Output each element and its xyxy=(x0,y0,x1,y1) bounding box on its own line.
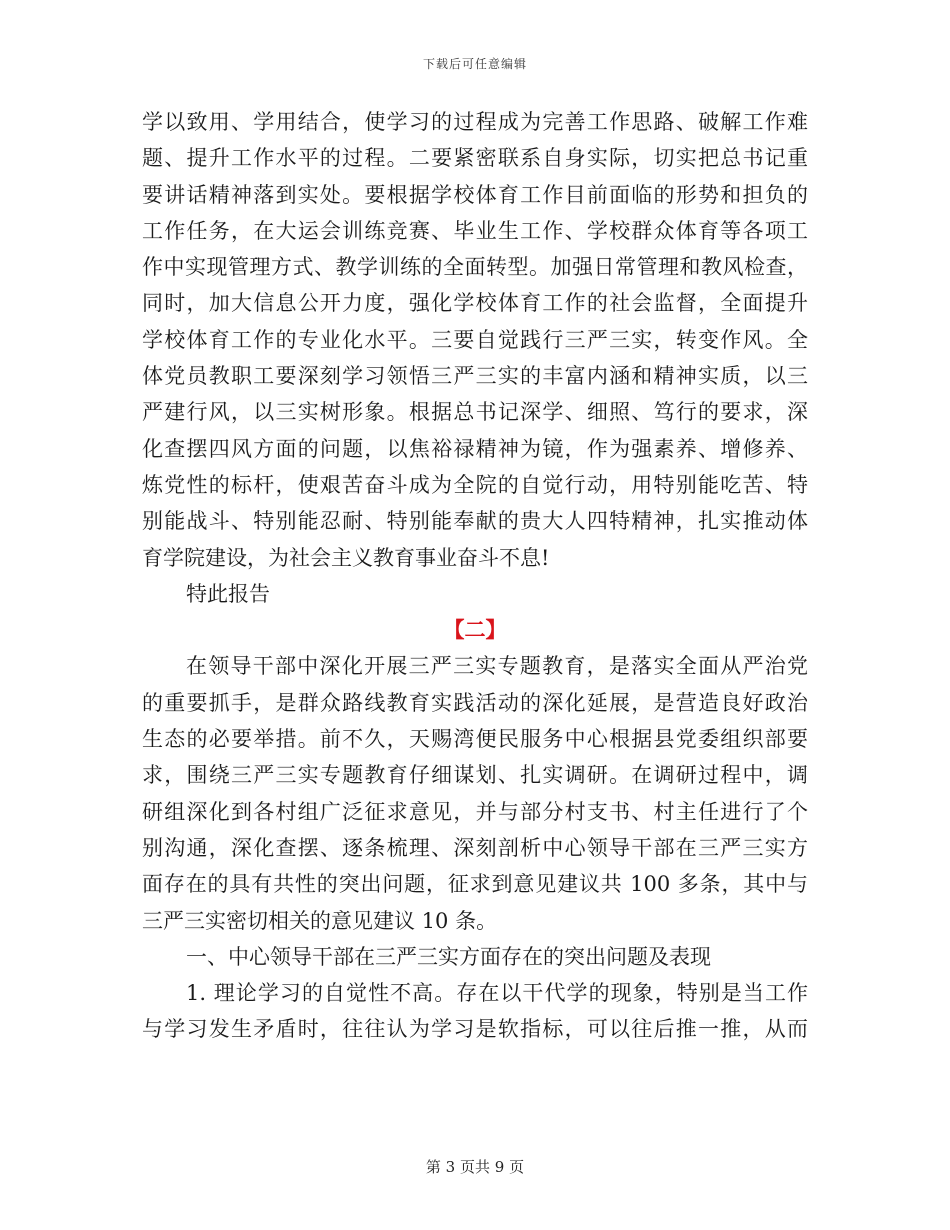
paragraph-first-line: 在领导干部中深化开展三严三实专题教育，是落实全面从严治党 xyxy=(186,654,808,679)
paragraph-line: 要讲话精神落到实处。要根据学校体育工作目前面临的形势和担负的 xyxy=(142,182,808,207)
paragraph-line: 作中实现管理方式、教学训练的全面转型。加强日常管理和教风检查， xyxy=(142,255,808,280)
paragraph-line: 面存在的具有共性的突出问题，征求到意见建议共 100 多条，其中与 xyxy=(142,872,808,897)
paragraph-line: 学校体育工作的专业化水平。三要自觉践行三严三实，转变作风。全 xyxy=(142,327,808,352)
paragraph-line: 别能战斗、特别能忍耐、特别能奉献的贵大人四特精神，扎实推动体 xyxy=(142,509,808,534)
closing-remark: 特此报告 xyxy=(186,581,270,606)
paragraph-line: 题、提升工作水平的过程。二要紧密联系自身实际，切实把总书记重 xyxy=(142,146,808,171)
subheading: 一、中心领导干部在三严三实方面存在的突出问题及表现 xyxy=(186,944,711,969)
paragraph-line: 体党员教职工要深刻学习领悟三严三实的丰富内涵和精神实质，以三 xyxy=(142,364,808,389)
paragraph-line: 研组深化到各村组广泛征求意见，并与部分村支书、村主任进行了个 xyxy=(142,799,808,824)
paragraph-first-line: 1. 理论学习的自觉性不高。存在以干代学的现象，特别是当工作 xyxy=(186,981,808,1006)
paragraph-line: 别沟通，深化查摆、逐条梳理、深刻剖析中心领导干部在三严三实方 xyxy=(142,835,808,860)
paragraph-line: 求，围绕三严三实专题教育仔细谋划、扎实调研。在调研过程中，调 xyxy=(142,763,808,788)
paragraph-last-line: 育学院建设，为社会主义教育事业奋斗不息! xyxy=(142,545,550,570)
paragraph-line: 化查摆四风方面的问题，以焦裕禄精神为镜，作为强素养、增修养、 xyxy=(142,436,808,461)
paragraph-line: 的重要抓手，是群众路线教育实践活动的深化延展，是营造良好政治 xyxy=(142,690,808,715)
paragraph-line: 同时，加大信息公开力度，强化学校体育工作的社会监督，全面提升 xyxy=(142,291,808,316)
paragraph-line: 工作任务，在大运会训练竞赛、毕业生工作、学校群众体育等各项工 xyxy=(142,218,808,243)
page-number: 第 3 页共 9 页 xyxy=(425,1158,525,1176)
paragraph-line: 炼党性的标杆，使艰苦奋斗成为全院的自觉行动，用特别能吃苦、特 xyxy=(142,472,808,497)
paragraph-line: 生态的必要举措。前不久，天赐湾便民服务中心根据县党委组织部要 xyxy=(142,727,808,752)
section-heading: 【二】 xyxy=(443,617,507,643)
paragraph-line: 与学习发生矛盾时，往往认为学习是软指标，可以往后推一推，从而 xyxy=(142,1017,808,1042)
page-header: 下载后可任意编辑 xyxy=(422,57,527,71)
paragraph-last-line: 三严三实密切相关的意见建议 10 条。 xyxy=(142,908,498,933)
paragraph-line: 学以致用、学用结合，使学习的过程成为完善工作思路、破解工作难 xyxy=(142,110,808,134)
paragraph-line: 严建行风，以三实树形象。根据总书记深学、细照、笃行的要求，深 xyxy=(142,400,808,425)
document-body xyxy=(142,104,808,1048)
